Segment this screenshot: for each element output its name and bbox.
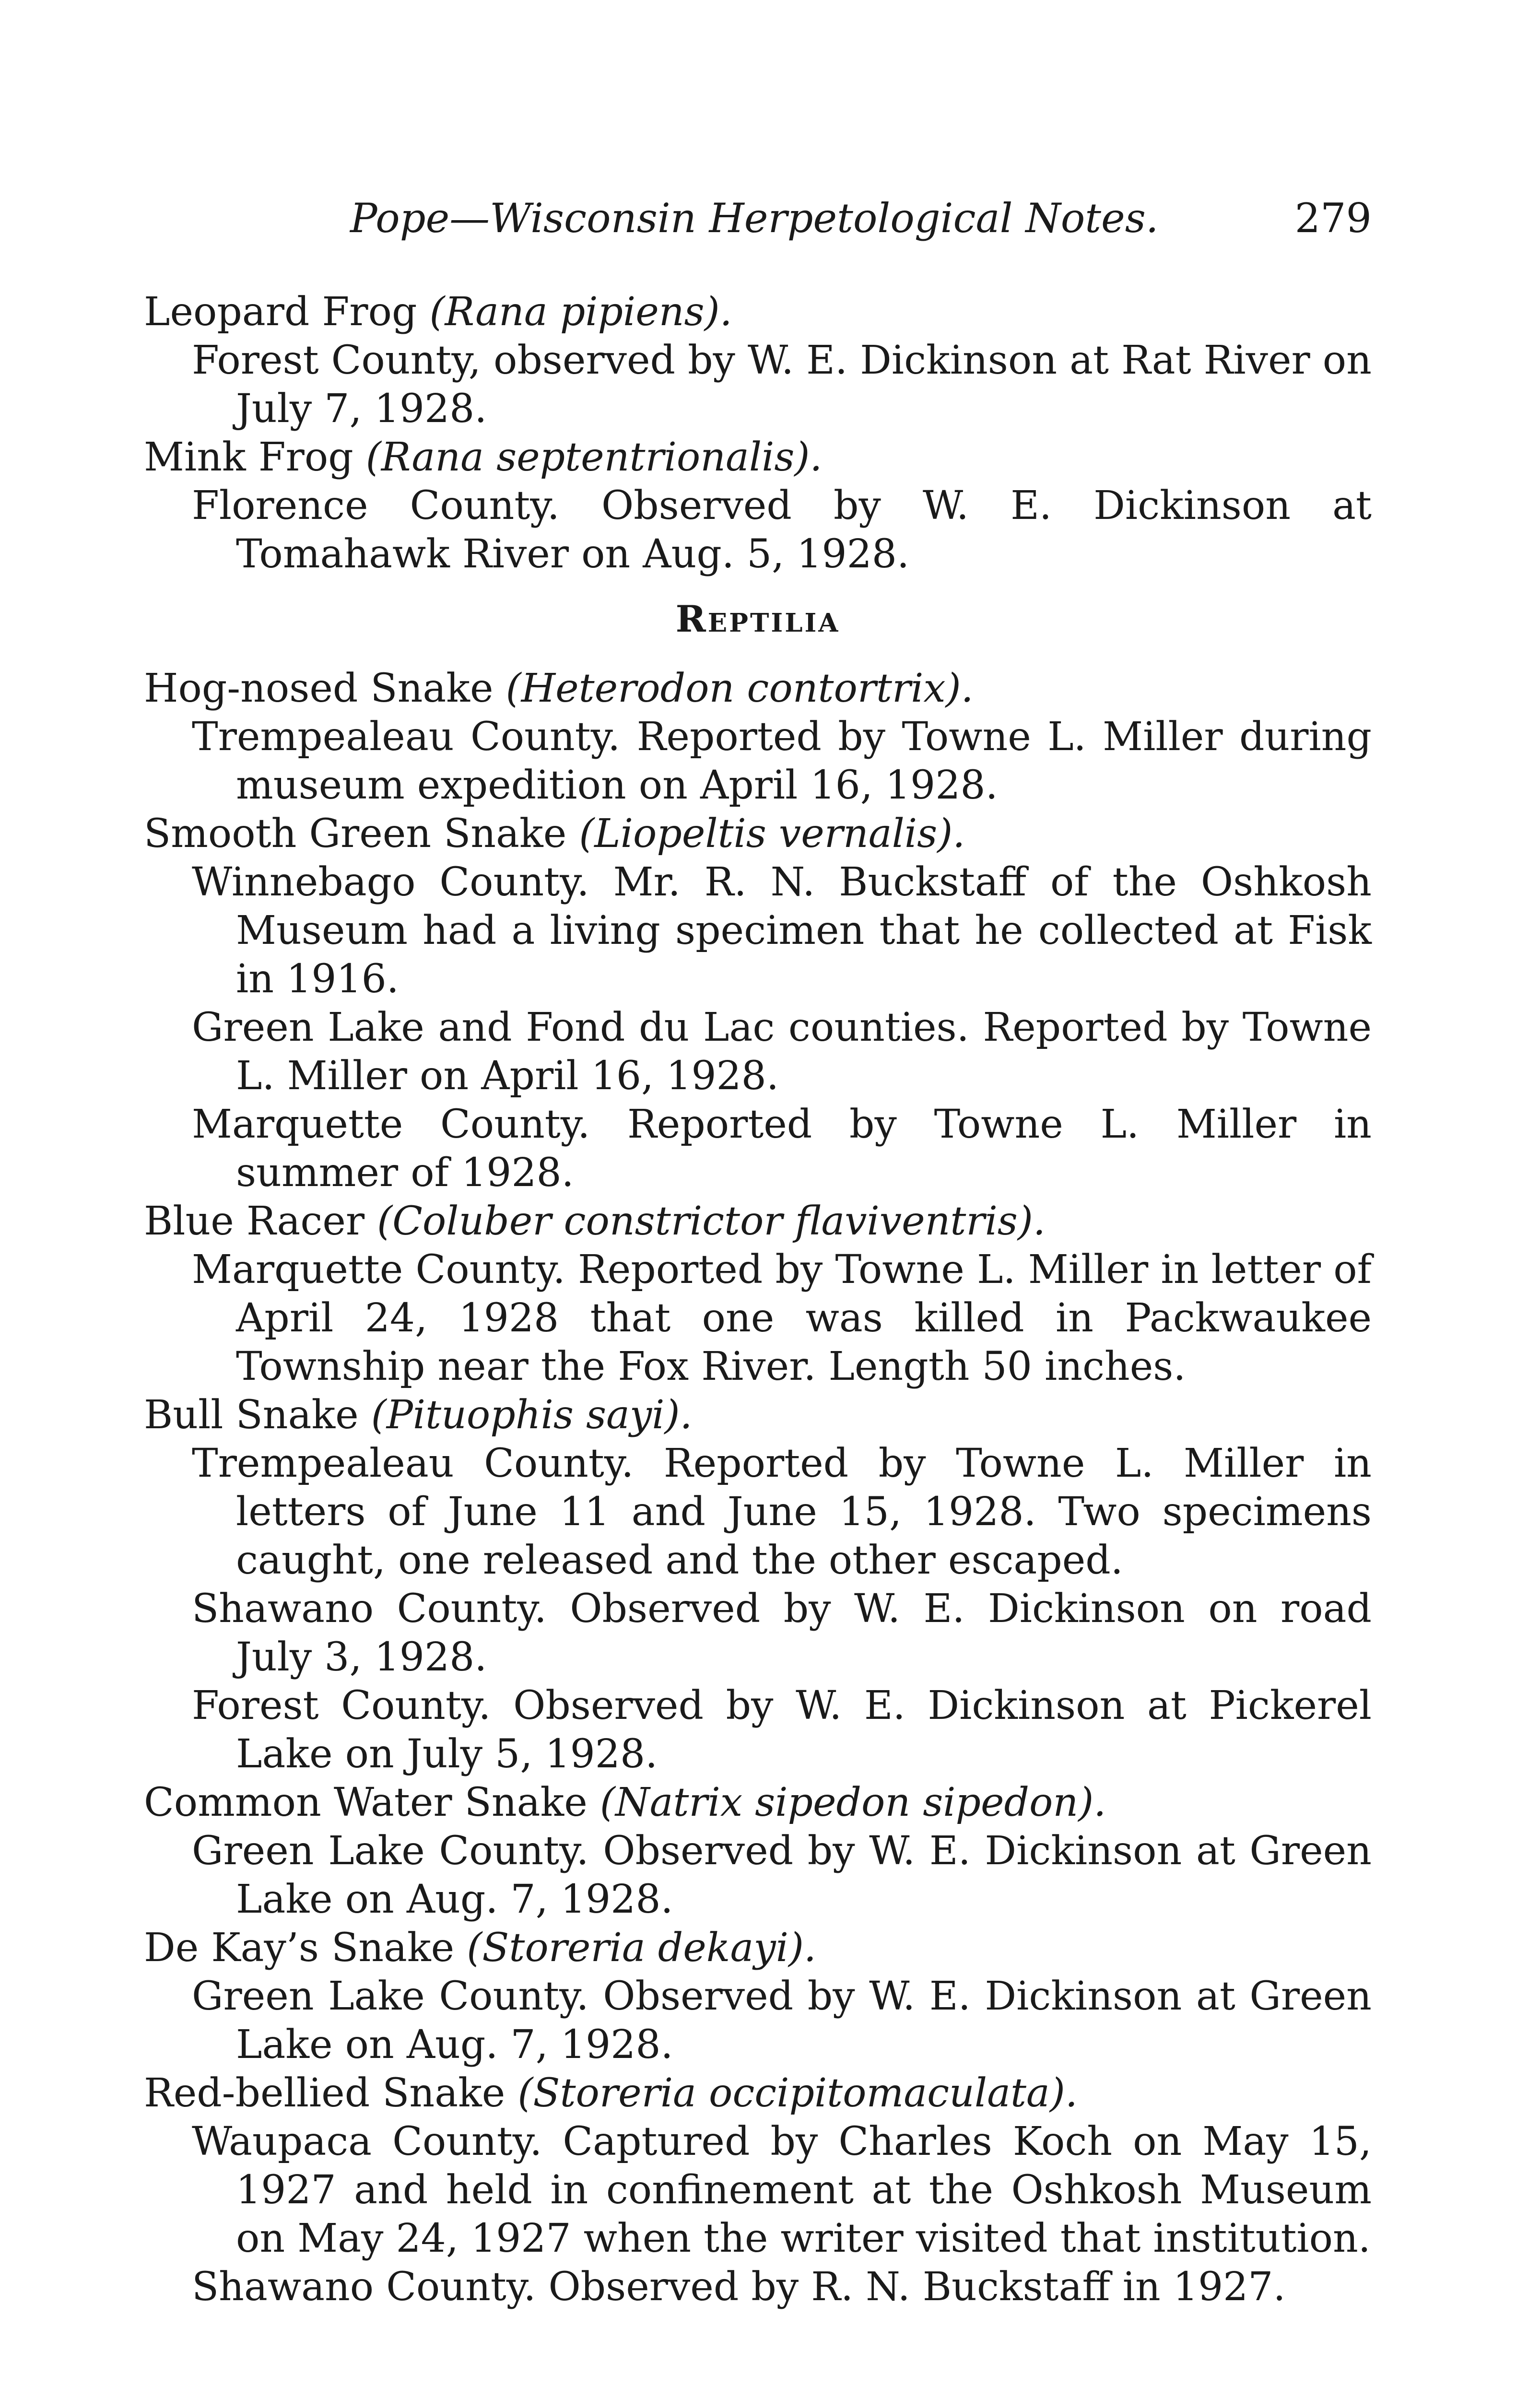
latin-name: (Storeria occipitomaculata). bbox=[517, 2070, 1078, 2116]
page-content bbox=[144, 288, 1372, 2311]
latin-name: (Pituophis sayi). bbox=[371, 1392, 693, 1438]
latin-name: (Liopeltis vernalis). bbox=[579, 811, 965, 857]
section-heading-reptilia: Reptilia bbox=[675, 598, 840, 640]
locality-record: Winnebago County. Mr. R. N. Buckstaff of the Oshkosh Museum had a living specimen that he collected at Fisk in 1916. bbox=[192, 859, 1372, 1002]
common-name: Red-bellied Snake bbox=[144, 2070, 505, 2116]
common-name: Leopard Frog bbox=[144, 289, 417, 335]
species-name bbox=[144, 1778, 1372, 1827]
locality-record: Waupaca County. Captured by Charles Koch on May 15, 1927 and held in confinement at the Oshkosh Museum on May 24, 1927 when the writer visited that institution. bbox=[192, 2119, 1372, 2261]
common-name: De Kay’s Snake bbox=[144, 1925, 455, 1971]
locality-record: Green Lake County. Observed by W. E. Dickinson at Green Lake on Aug. 7, 1928. bbox=[192, 1828, 1372, 1922]
latin-name: (Natrix sipedon sipedon). bbox=[600, 1780, 1106, 1825]
species-entry-hog-nosed-snake bbox=[144, 664, 1372, 810]
latin-name: (Storeria dekayi). bbox=[467, 1925, 816, 1971]
species-entry-red-bellied-snake bbox=[144, 2069, 1372, 2311]
locality-record: Marquette County. Reported by Towne L. Miller in letter of April 24, 1928 that one was killed in Packwaukee Township near the Fox River. Length 50 inches. bbox=[192, 1247, 1372, 1389]
locality-record: Trempealeau County. Reported by Towne L. Miller in letters of June 11 and June 15, 1928. Two specimens caught, one released and the other escaped. bbox=[192, 1441, 1372, 1583]
species-name bbox=[144, 810, 1372, 858]
latin-name: (Rana pipiens). bbox=[429, 289, 732, 335]
locality-record: Forest County, observed by W. E. Dickinson at Rat River on July 7, 1928. bbox=[192, 338, 1372, 432]
latin-name: (Heterodon contortrix). bbox=[505, 666, 974, 711]
common-name: Common Water Snake bbox=[144, 1780, 588, 1825]
locality-record: Trempealeau County. Reported by Towne L. Miller during museum expedition on April 16, 1928. bbox=[192, 714, 1372, 808]
species-name bbox=[144, 288, 1372, 336]
species-entry-de-kays-snake bbox=[144, 1924, 1372, 2069]
species-entry-mink-frog bbox=[144, 433, 1372, 578]
locality-record: Green Lake County. Observed by W. E. Dickinson at Green Lake on Aug. 7, 1928. bbox=[192, 1974, 1372, 2068]
common-name: Bull Snake bbox=[144, 1392, 359, 1438]
common-name: Blue Racer bbox=[144, 1199, 365, 1244]
species-name bbox=[144, 664, 1372, 713]
locality-record: Forest County. Observed by W. E. Dickinson at Pickerel Lake on July 5, 1928. bbox=[192, 1683, 1372, 1777]
species-entry-blue-racer bbox=[144, 1197, 1372, 1391]
locality-record: Green Lake and Fond du Lac counties. Reported by Towne L. Miller on April 16, 1928. bbox=[192, 1005, 1372, 1099]
species-name bbox=[144, 433, 1372, 482]
species-name bbox=[144, 1924, 1372, 1972]
page-number: 279 bbox=[1294, 195, 1372, 242]
latin-name: (Coluber constrictor flaviventris). bbox=[377, 1199, 1046, 1244]
common-name: Mink Frog bbox=[144, 435, 353, 480]
species-name bbox=[144, 2069, 1372, 2117]
locality-record: Florence County. Observed by W. E. Dickinson at Tomahawk River on Aug. 5, 1928. bbox=[192, 483, 1372, 577]
locality-record: Shawano County. Observed by R. N. Buckstaff in 1927. bbox=[192, 2264, 1286, 2310]
latin-name: (Rana septentrionalis). bbox=[365, 435, 823, 480]
species-entry-smooth-green-snake bbox=[144, 810, 1372, 1197]
common-name: Hog-nosed Snake bbox=[144, 666, 494, 711]
species-name bbox=[144, 1197, 1372, 1246]
species-entry-bull-snake bbox=[144, 1391, 1372, 1778]
page-header bbox=[144, 189, 1372, 247]
locality-record: Marquette County. Reported by Towne L. Miller in summer of 1928. bbox=[192, 1102, 1372, 1196]
running-head: Pope—Wisconsin Herpetological Notes. bbox=[350, 195, 1159, 242]
species-name bbox=[144, 1391, 1372, 1439]
species-entry-leopard-frog bbox=[144, 288, 1372, 433]
locality-record: Shawano County. Observed by W. E. Dickinson on road July 3, 1928. bbox=[192, 1586, 1372, 1680]
common-name: Smooth Green Snake bbox=[144, 811, 567, 857]
species-entry-common-water-snake bbox=[144, 1778, 1372, 1924]
